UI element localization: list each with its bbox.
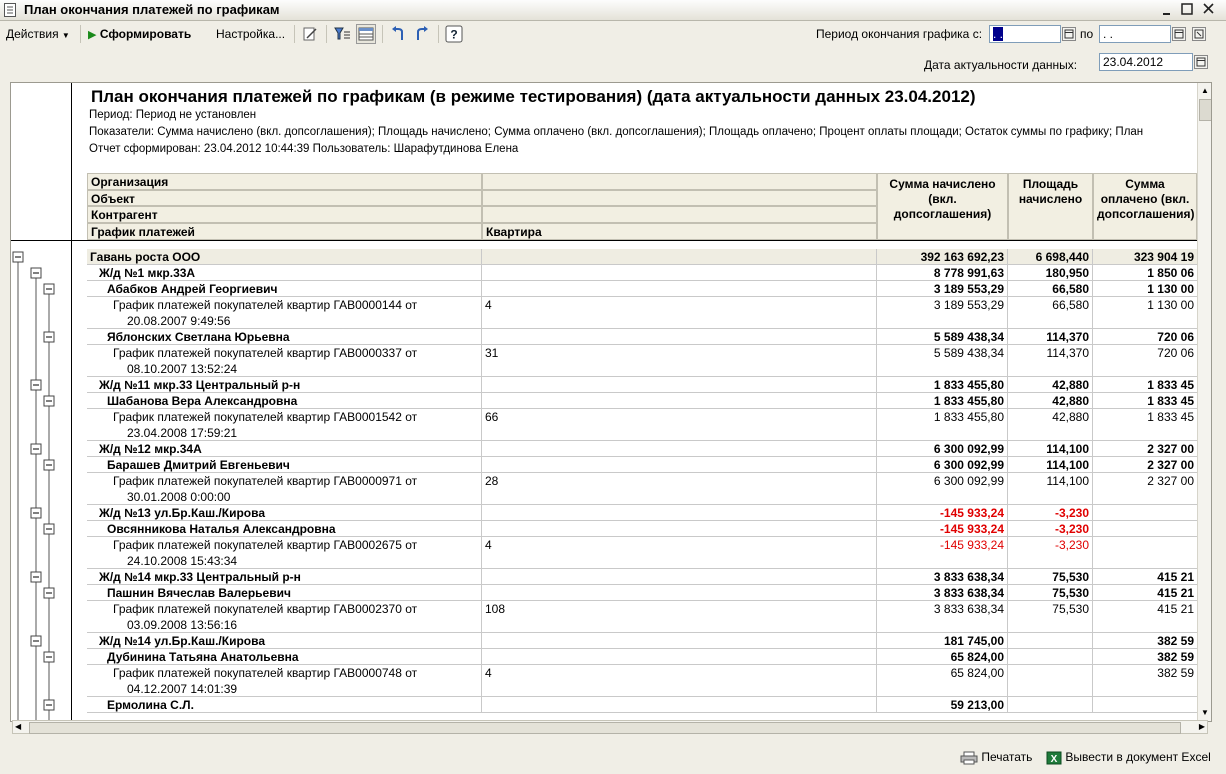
row-name-text: Дубинина Татьяна Анатольевна — [107, 650, 299, 664]
tree-outline — [11, 83, 71, 721]
row-name — [87, 585, 482, 600]
header-contractor: Контрагент — [87, 206, 482, 223]
help-icon[interactable] — [444, 24, 464, 44]
row-name — [87, 601, 482, 632]
svg-text:X: X — [1050, 753, 1058, 765]
title-bar — [0, 0, 1226, 21]
actions-menu[interactable] — [6, 24, 70, 44]
row-area-accrued — [1008, 649, 1093, 664]
row-apartment — [482, 265, 877, 280]
report-indicators: Показатели: Сумма начислено (вкл. допсоглашения); Площадь начислено; Сумма оплачено (вкл. допсоглашения); Площадь оплачено; Процент оплаты площади; Остаток суммы по графику; План — [89, 126, 1144, 138]
row-apartment — [482, 697, 877, 712]
row-sum-accrued: 6 300 092,99 — [877, 441, 1008, 456]
row-area-accrued: 114,370 — [1008, 345, 1093, 376]
scroll-thumb[interactable] — [29, 722, 1181, 734]
actions-label: Действия — [6, 27, 59, 41]
row-sum-paid: 1 833 45 — [1147, 410, 1194, 424]
row-sum-paid: 1 130 00 — [1147, 298, 1194, 312]
object-row[interactable] — [87, 633, 1197, 649]
row-name — [87, 633, 482, 648]
contractor-row[interactable] — [87, 585, 1197, 601]
row-area-accrued: -3,230 — [1008, 505, 1093, 520]
row-sum-accrued: 3 833 638,34 — [877, 585, 1008, 600]
row-apartment — [482, 457, 877, 472]
row-name-text: График платежей покупателей квартир ГАВ0000971 от — [113, 474, 418, 488]
header-blank — [482, 173, 877, 190]
row-sum-accrued: 3 189 553,29 — [877, 297, 1008, 328]
object-row[interactable] — [87, 441, 1197, 457]
clear-field-icon[interactable] — [1192, 27, 1206, 41]
table-view-icon[interactable] — [356, 24, 376, 44]
row-apartment — [482, 633, 877, 648]
row-sum-accrued: 3 189 553,29 — [877, 281, 1008, 296]
row-sum-paid — [1093, 505, 1197, 520]
row-name-text: Гавань роста ООО — [90, 250, 201, 264]
row-apartment — [482, 393, 877, 408]
header-org: Организация — [87, 173, 482, 190]
row-name-text: Ж/д №1 мкр.33А — [99, 266, 196, 280]
contractor-row[interactable] — [87, 393, 1197, 409]
print-button[interactable] — [960, 750, 1032, 765]
row-sum-accrued: 65 824,00 — [877, 665, 1008, 696]
maximize-button[interactable] — [1178, 1, 1196, 18]
object-row[interactable] — [87, 377, 1197, 393]
row-sum-accrued: 5 589 438,34 — [877, 329, 1008, 344]
minimize-button[interactable] — [1158, 1, 1176, 18]
schedule-row[interactable] — [87, 537, 1197, 569]
row-apartment: 108 — [482, 601, 877, 632]
header-sum-paid: Сумма оплачено (вкл. допсоглашения) — [1093, 173, 1197, 240]
row-name-text: График платежей покупателей квартир ГАВ0002675 от — [113, 538, 418, 552]
row-sum-paid: 415 21 — [1157, 602, 1194, 616]
row-name-text: Пашнин Вячеслав Валерьевич — [107, 586, 291, 600]
close-button[interactable] — [1200, 1, 1218, 18]
period-to-field[interactable] — [1099, 25, 1171, 43]
row-name — [87, 281, 482, 296]
row-area-accrued — [1008, 633, 1093, 648]
row-name-text: График платежей покупателей квартир ГАВ0000144 от — [113, 298, 418, 312]
relevance-label: Дата актуальности данных: — [924, 58, 1078, 72]
header-sum-accrued: Сумма начислено (вкл. допсоглашения) — [877, 173, 1008, 240]
scroll-thumb[interactable] — [1199, 99, 1212, 121]
row-sum-paid: 1 833 45 — [1147, 394, 1194, 408]
play-icon: ▶ — [88, 29, 97, 41]
row-area-accrued: 42,880 — [1008, 409, 1093, 440]
toolbar-separator — [80, 25, 81, 43]
report-area — [10, 82, 1212, 722]
row-area-accrued: 75,530 — [1008, 569, 1093, 584]
row-name — [87, 377, 482, 392]
schedule-row[interactable] — [87, 345, 1197, 377]
row-name — [87, 345, 482, 376]
settings-button[interactable] — [216, 24, 285, 44]
row-name-text: Ермолина С.Л. — [107, 698, 194, 712]
document-icon — [4, 3, 16, 17]
row-sum-paid — [1093, 697, 1197, 712]
svg-text:?: ? — [450, 27, 458, 42]
row-area-accrued: 114,100 — [1008, 473, 1093, 504]
row-sum-paid: 2 327 00 — [1147, 474, 1194, 488]
row-area-accrued: 6 698,440 — [1008, 249, 1093, 264]
row-sum-accrued: 392 163 692,23 — [877, 249, 1008, 264]
row-sum-accrued: 6 300 092,99 — [877, 473, 1008, 504]
row-name-date: 23.04.2008 17:59:21 — [127, 426, 238, 440]
row-area-accrued: 75,530 — [1008, 585, 1093, 600]
row-area-accrued: 114,100 — [1008, 441, 1093, 456]
row-name-date: 03.09.2008 13:56:16 — [127, 618, 238, 632]
calendar-icon[interactable] — [1172, 27, 1186, 41]
report-period: Период: Период не установлен — [89, 109, 257, 121]
row-name-date: 04.12.2007 14:01:39 — [127, 682, 238, 696]
period-label: Период окончания графика с: — [816, 27, 983, 41]
row-apartment: 4 — [482, 297, 877, 328]
period-to-value: . . — [1103, 27, 1114, 41]
row-sum-paid: 1 130 00 — [1147, 282, 1194, 296]
row-sum-paid: 1 850 06 — [1147, 266, 1194, 280]
undo-icon[interactable] — [388, 24, 408, 44]
row-name-text: Яблонских Светлана Юрьевна — [107, 330, 290, 344]
row-sum-paid: 720 06 — [1157, 346, 1194, 360]
header-apartment: Квартира — [482, 223, 877, 240]
contractor-row[interactable] — [87, 697, 1197, 713]
schedule-row[interactable] — [87, 409, 1197, 441]
row-name — [87, 697, 482, 712]
dropdown-arrow-icon: ▼ — [61, 31, 70, 40]
row-sum-paid: 2 327 00 — [1147, 442, 1194, 456]
vertical-scrollbar[interactable] — [1197, 83, 1212, 721]
row-name — [87, 457, 482, 472]
print-label: Печатать — [981, 750, 1033, 764]
settings-label: Настройка... — [216, 27, 286, 41]
header-object: Объект — [87, 190, 482, 206]
calendar-icon[interactable] — [1194, 55, 1208, 69]
row-sum-accrued: 6 300 092,99 — [877, 457, 1008, 472]
excel-label: Вывести в документ Excel — [1065, 750, 1211, 764]
scroll-up-icon[interactable]: ▲ — [1201, 86, 1209, 95]
report-generated: Отчет сформирован: 23.04.2012 10:44:39 Пользователь: Шарафутдинова Елена — [89, 143, 519, 155]
row-name-date: 20.08.2007 9:49:56 — [127, 314, 231, 328]
row-area-accrued: 75,530 — [1008, 601, 1093, 632]
generate-label: Сформировать — [99, 27, 192, 41]
contractor-row[interactable] — [87, 521, 1197, 537]
row-sum-accrued: 181 745,00 — [877, 633, 1008, 648]
row-sum-accrued: 5 589 438,34 — [877, 345, 1008, 376]
row-name-text: Шабанова Вера Александровна — [107, 394, 298, 408]
row-sum-accrued: 1 833 455,80 — [877, 377, 1008, 392]
row-name — [87, 409, 482, 440]
row-apartment: 4 — [482, 665, 877, 696]
row-name — [87, 329, 482, 344]
row-sum-accrued: 1 833 455,80 — [877, 409, 1008, 440]
object-row[interactable] — [87, 265, 1197, 281]
row-area-accrued: 42,880 — [1008, 393, 1093, 408]
row-name-text: Ж/д №12 мкр.34А — [99, 442, 202, 456]
scroll-right-icon[interactable]: ▶ — [1198, 722, 1205, 731]
toolbar-separator — [438, 25, 439, 43]
tree-gutter — [11, 83, 72, 721]
row-sum-accrued: 8 778 991,63 — [877, 265, 1008, 280]
row-apartment: 4 — [482, 537, 877, 568]
row-apartment: 31 — [482, 345, 877, 376]
row-apartment: 66 — [482, 409, 877, 440]
filter-icon[interactable] — [332, 24, 352, 44]
schedule-row[interactable] — [87, 297, 1197, 329]
toolbar — [0, 22, 1226, 46]
row-name-text: Ж/д №14 мкр.33 Центральный р-н — [99, 570, 301, 584]
object-row[interactable] — [87, 569, 1197, 585]
row-sum-paid — [1093, 521, 1197, 536]
organization-row[interactable] — [87, 249, 1197, 265]
row-name — [87, 505, 482, 520]
relevance-date-value: 23.04.2012 — [1103, 55, 1164, 69]
row-name-text: Ж/д №13 ул.Бр.Каш./Кирова — [99, 506, 266, 520]
footer-bar — [0, 742, 1226, 774]
row-area-accrued — [1008, 697, 1093, 712]
row-area-accrued: 42,880 — [1008, 377, 1093, 392]
row-sum-accrued: 59 213,00 — [877, 697, 1008, 712]
relevance-date-field[interactable] — [1099, 53, 1193, 71]
header-schedule: График платежей — [87, 223, 482, 240]
row-sum-paid: 415 21 — [1157, 586, 1194, 600]
row-name-text: График платежей покупателей квартир ГАВ0002370 от — [113, 602, 418, 616]
header-blank — [482, 190, 877, 206]
schedule-row[interactable] — [87, 473, 1197, 505]
toolbar-separator — [382, 25, 383, 43]
row-apartment — [482, 249, 877, 264]
row-name — [87, 665, 482, 696]
row-area-accrued: -3,230 — [1008, 521, 1093, 536]
horizontal-scrollbar[interactable] — [12, 720, 1208, 734]
scroll-down-icon[interactable]: ▼ — [1201, 708, 1209, 717]
contractor-row[interactable] — [87, 649, 1197, 665]
row-name — [87, 521, 482, 536]
excel-icon — [1046, 751, 1062, 765]
window-title: План окончания платежей по графикам — [24, 2, 280, 17]
header-divider — [11, 240, 1197, 241]
row-name — [87, 569, 482, 584]
row-area-accrued: 180,950 — [1008, 265, 1093, 280]
row-name-date: 30.01.2008 0:00:00 — [127, 490, 231, 504]
row-sum-paid: 2 327 00 — [1147, 458, 1194, 472]
edit-report-icon[interactable] — [300, 24, 320, 44]
printer-icon — [960, 751, 978, 765]
export-excel-button[interactable] — [1046, 750, 1211, 765]
row-name — [87, 537, 482, 568]
row-apartment — [482, 377, 877, 392]
row-name — [87, 649, 482, 664]
period-from-field[interactable] — [989, 25, 1061, 43]
row-name — [87, 393, 482, 408]
row-apartment — [482, 505, 877, 520]
row-name — [87, 265, 482, 280]
period-to-label: по — [1080, 27, 1094, 41]
row-sum-accrued: 3 833 638,34 — [877, 569, 1008, 584]
redo-icon[interactable] — [412, 24, 432, 44]
row-sum-paid: 720 06 — [1157, 330, 1194, 344]
row-apartment — [482, 281, 877, 296]
row-apartment — [482, 585, 877, 600]
schedule-row[interactable] — [87, 665, 1197, 697]
contractor-row[interactable] — [87, 329, 1197, 345]
row-name-date: 24.10.2008 15:43:34 — [127, 554, 238, 568]
row-name-text: График платежей покупателей квартир ГАВ0000337 от — [113, 346, 418, 360]
row-name-text: Барашев Дмитрий Евгеньевич — [107, 458, 290, 472]
row-name — [87, 473, 482, 504]
row-area-accrued: 114,370 — [1008, 329, 1093, 344]
row-sum-paid: 1 833 45 — [1147, 378, 1194, 392]
row-sum-paid: 415 21 — [1157, 570, 1194, 584]
schedule-row[interactable] — [87, 601, 1197, 633]
row-name-text: Овсянникова Наталья Александровна — [107, 522, 336, 536]
row-area-accrued: 114,100 — [1008, 457, 1093, 472]
row-sum-accrued: -145 933,24 — [877, 537, 1008, 568]
row-name-text: Абабков Андрей Георгиевич — [107, 282, 278, 296]
row-sum-paid: 323 904 19 — [1133, 250, 1194, 264]
report-title: План окончания платежей по графикам (в режиме тестирования) (дата актуальности данных 23.04.2012) — [91, 87, 976, 106]
row-sum-paid — [1093, 537, 1197, 568]
row-name — [87, 249, 482, 264]
row-apartment — [482, 569, 877, 584]
row-sum-paid: 382 59 — [1157, 634, 1194, 648]
generate-button[interactable] — [88, 24, 191, 44]
row-sum-accrued: 3 833 638,34 — [877, 601, 1008, 632]
row-name-text: График платежей покупателей квартир ГАВ0001542 от — [113, 410, 418, 424]
header-blank — [482, 206, 877, 223]
contractor-row[interactable] — [87, 457, 1197, 473]
period-from-value: . . — [993, 27, 1004, 41]
row-area-accrued: -3,230 — [1008, 537, 1093, 568]
row-sum-accrued: -145 933,24 — [877, 521, 1008, 536]
toolbar-separator — [294, 25, 295, 43]
row-apartment: 28 — [482, 473, 877, 504]
row-name-text: Ж/д №11 мкр.33 Центральный р-н — [99, 378, 301, 392]
row-apartment — [482, 521, 877, 536]
row-name-date: 08.10.2007 13:52:24 — [127, 362, 238, 376]
row-sum-paid: 382 59 — [1157, 666, 1194, 680]
row-sum-accrued: 65 824,00 — [877, 649, 1008, 664]
contractor-row[interactable] — [87, 281, 1197, 297]
row-area-accrued: 66,580 — [1008, 281, 1093, 296]
object-row[interactable] — [87, 505, 1197, 521]
row-sum-accrued: -145 933,24 — [877, 505, 1008, 520]
header-area-accrued: Площадь начислено — [1008, 173, 1093, 240]
row-name-text: Ж/д №14 ул.Бр.Каш./Кирова — [99, 634, 266, 648]
toolbar-separator — [326, 25, 327, 43]
row-area-accrued — [1008, 665, 1093, 696]
row-apartment — [482, 329, 877, 344]
row-name — [87, 297, 482, 328]
row-name-text: График платежей покупателей квартир ГАВ0000748 от — [113, 666, 418, 680]
row-sum-accrued: 1 833 455,80 — [877, 393, 1008, 408]
row-area-accrued: 66,580 — [1008, 297, 1093, 328]
scroll-left-icon[interactable]: ◀ — [15, 722, 22, 731]
row-apartment — [482, 441, 877, 456]
calendar-icon[interactable] — [1062, 27, 1076, 41]
row-name — [87, 441, 482, 456]
row-apartment — [482, 649, 877, 664]
row-sum-paid: 382 59 — [1157, 650, 1194, 664]
